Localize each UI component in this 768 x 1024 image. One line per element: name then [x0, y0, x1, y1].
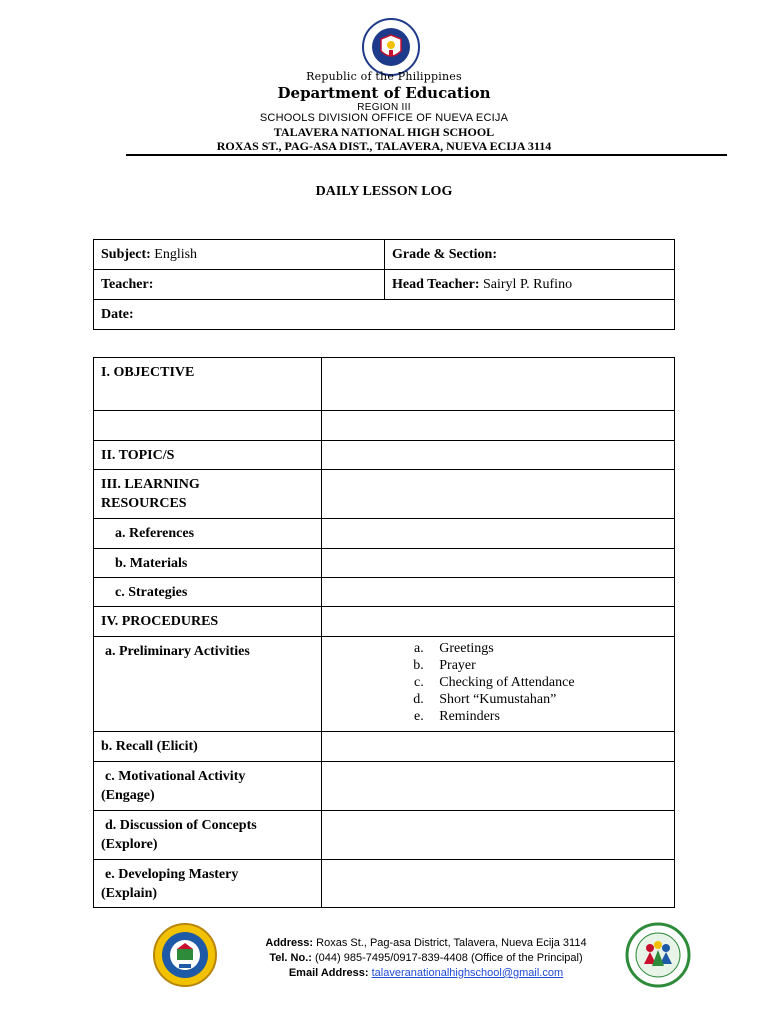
discussion-label	[94, 811, 322, 860]
subject-value: English	[154, 247, 198, 262]
references-content	[322, 519, 675, 549]
header-school-address: ROXAS ST., PAG-ASA DIST., TALAVERA, NUEVA ECIJA 3114	[216, 139, 552, 153]
deped-seal-logo	[349, 17, 433, 77]
date-label: Date:	[101, 307, 134, 322]
discussion-line1: d. Discussion of Concepts	[105, 818, 257, 833]
mastery-line1: e. Developing Mastery	[105, 867, 239, 882]
mastery-label	[94, 860, 322, 908]
footer-tel-line	[232, 951, 620, 966]
references-label: a. References	[94, 519, 322, 549]
lesson-info-table	[93, 239, 675, 330]
mastery-content	[322, 860, 675, 908]
list-item: c. Checking of Attendance	[427, 674, 674, 691]
blank-label	[94, 411, 322, 441]
grade-section-cell	[385, 240, 675, 270]
footer-email-line	[232, 966, 620, 981]
list-item: b. Prayer	[427, 657, 674, 674]
date-cell	[94, 300, 675, 330]
list-item: e. Reminders	[427, 708, 674, 725]
learning-resources-label	[94, 470, 322, 519]
motivational-content	[322, 762, 675, 811]
procedures-label: IV. PROCEDURES	[94, 607, 322, 637]
footer-tel-value: (044) 985-7495/0917-839-4408 (Office of the Principal)	[315, 952, 583, 964]
footer-email-link[interactable]: talaveranationalhighschool@gmail.com	[371, 967, 564, 979]
footer-address-line	[232, 936, 620, 951]
materials-content	[322, 549, 675, 578]
motivational-label	[94, 762, 322, 811]
list-item: d. Short “Kumustahan”	[427, 691, 674, 708]
strategies-content	[322, 578, 675, 607]
subject-label: Subject:	[101, 247, 151, 262]
learning-resources-line2: RESOURCES	[101, 496, 187, 511]
header-republic: Republic of the Philippines	[306, 70, 462, 83]
footer-address-label: Address:	[265, 937, 314, 949]
header-region: REGION III	[357, 102, 411, 113]
header-department: Department of Education	[277, 84, 491, 102]
discussion-content	[322, 811, 675, 860]
objective-content	[322, 358, 675, 411]
header-divider	[126, 154, 727, 156]
mastery-line2: (Explain)	[101, 886, 158, 901]
teacher-label: Teacher:	[101, 277, 154, 292]
preliminary-content	[322, 637, 675, 732]
procedures-content	[322, 607, 675, 637]
subject-cell	[94, 240, 385, 270]
strategies-label: c. Strategies	[94, 578, 322, 607]
preliminary-list	[329, 640, 674, 725]
objective-label: I. OBJECTIVE	[94, 358, 322, 411]
footer-email-label: Email Address:	[288, 967, 369, 979]
head-teacher-cell	[385, 270, 675, 300]
topics-content	[322, 441, 675, 470]
topics-label: II. TOPIC/S	[94, 441, 322, 470]
materials-label: b. Materials	[94, 549, 322, 578]
grade-section-label: Grade & Section:	[392, 247, 497, 262]
head-teacher-label: Head Teacher:	[392, 277, 480, 292]
child-friendly-schools-logo	[624, 922, 692, 988]
learning-resources-line1: III. LEARNING	[101, 477, 200, 492]
teacher-cell	[94, 270, 385, 300]
header-school-name: TALAVERA NATIONAL HIGH SCHOOL	[273, 125, 495, 139]
footer-contact	[232, 936, 620, 981]
header-division: SCHOOLS DIVISION OFFICE OF NUEVA ECIJA	[259, 112, 509, 124]
blank-content	[322, 411, 675, 441]
motivational-line2: (Engage)	[101, 788, 155, 803]
learning-resources-content	[322, 470, 675, 519]
recall-content	[322, 732, 675, 762]
footer-tel-label: Tel. No.:	[269, 952, 312, 964]
discussion-line2: (Explore)	[101, 837, 158, 852]
preliminary-label: a. Preliminary Activities	[94, 637, 322, 732]
footer-address-value: Roxas St., Pag-asa District, Talavera, Nueva Ecija 3114	[316, 937, 587, 949]
list-item: a. Greetings	[427, 640, 674, 657]
lesson-log-table	[93, 357, 675, 908]
page-title: DAILY LESSON LOG	[315, 184, 453, 199]
school-seal-logo	[152, 922, 218, 988]
motivational-line1: c. Motivational Activity	[105, 769, 246, 784]
head-teacher-value: Sairyl P. Rufino	[483, 277, 573, 292]
recall-label: b. Recall (Elicit)	[94, 732, 322, 762]
